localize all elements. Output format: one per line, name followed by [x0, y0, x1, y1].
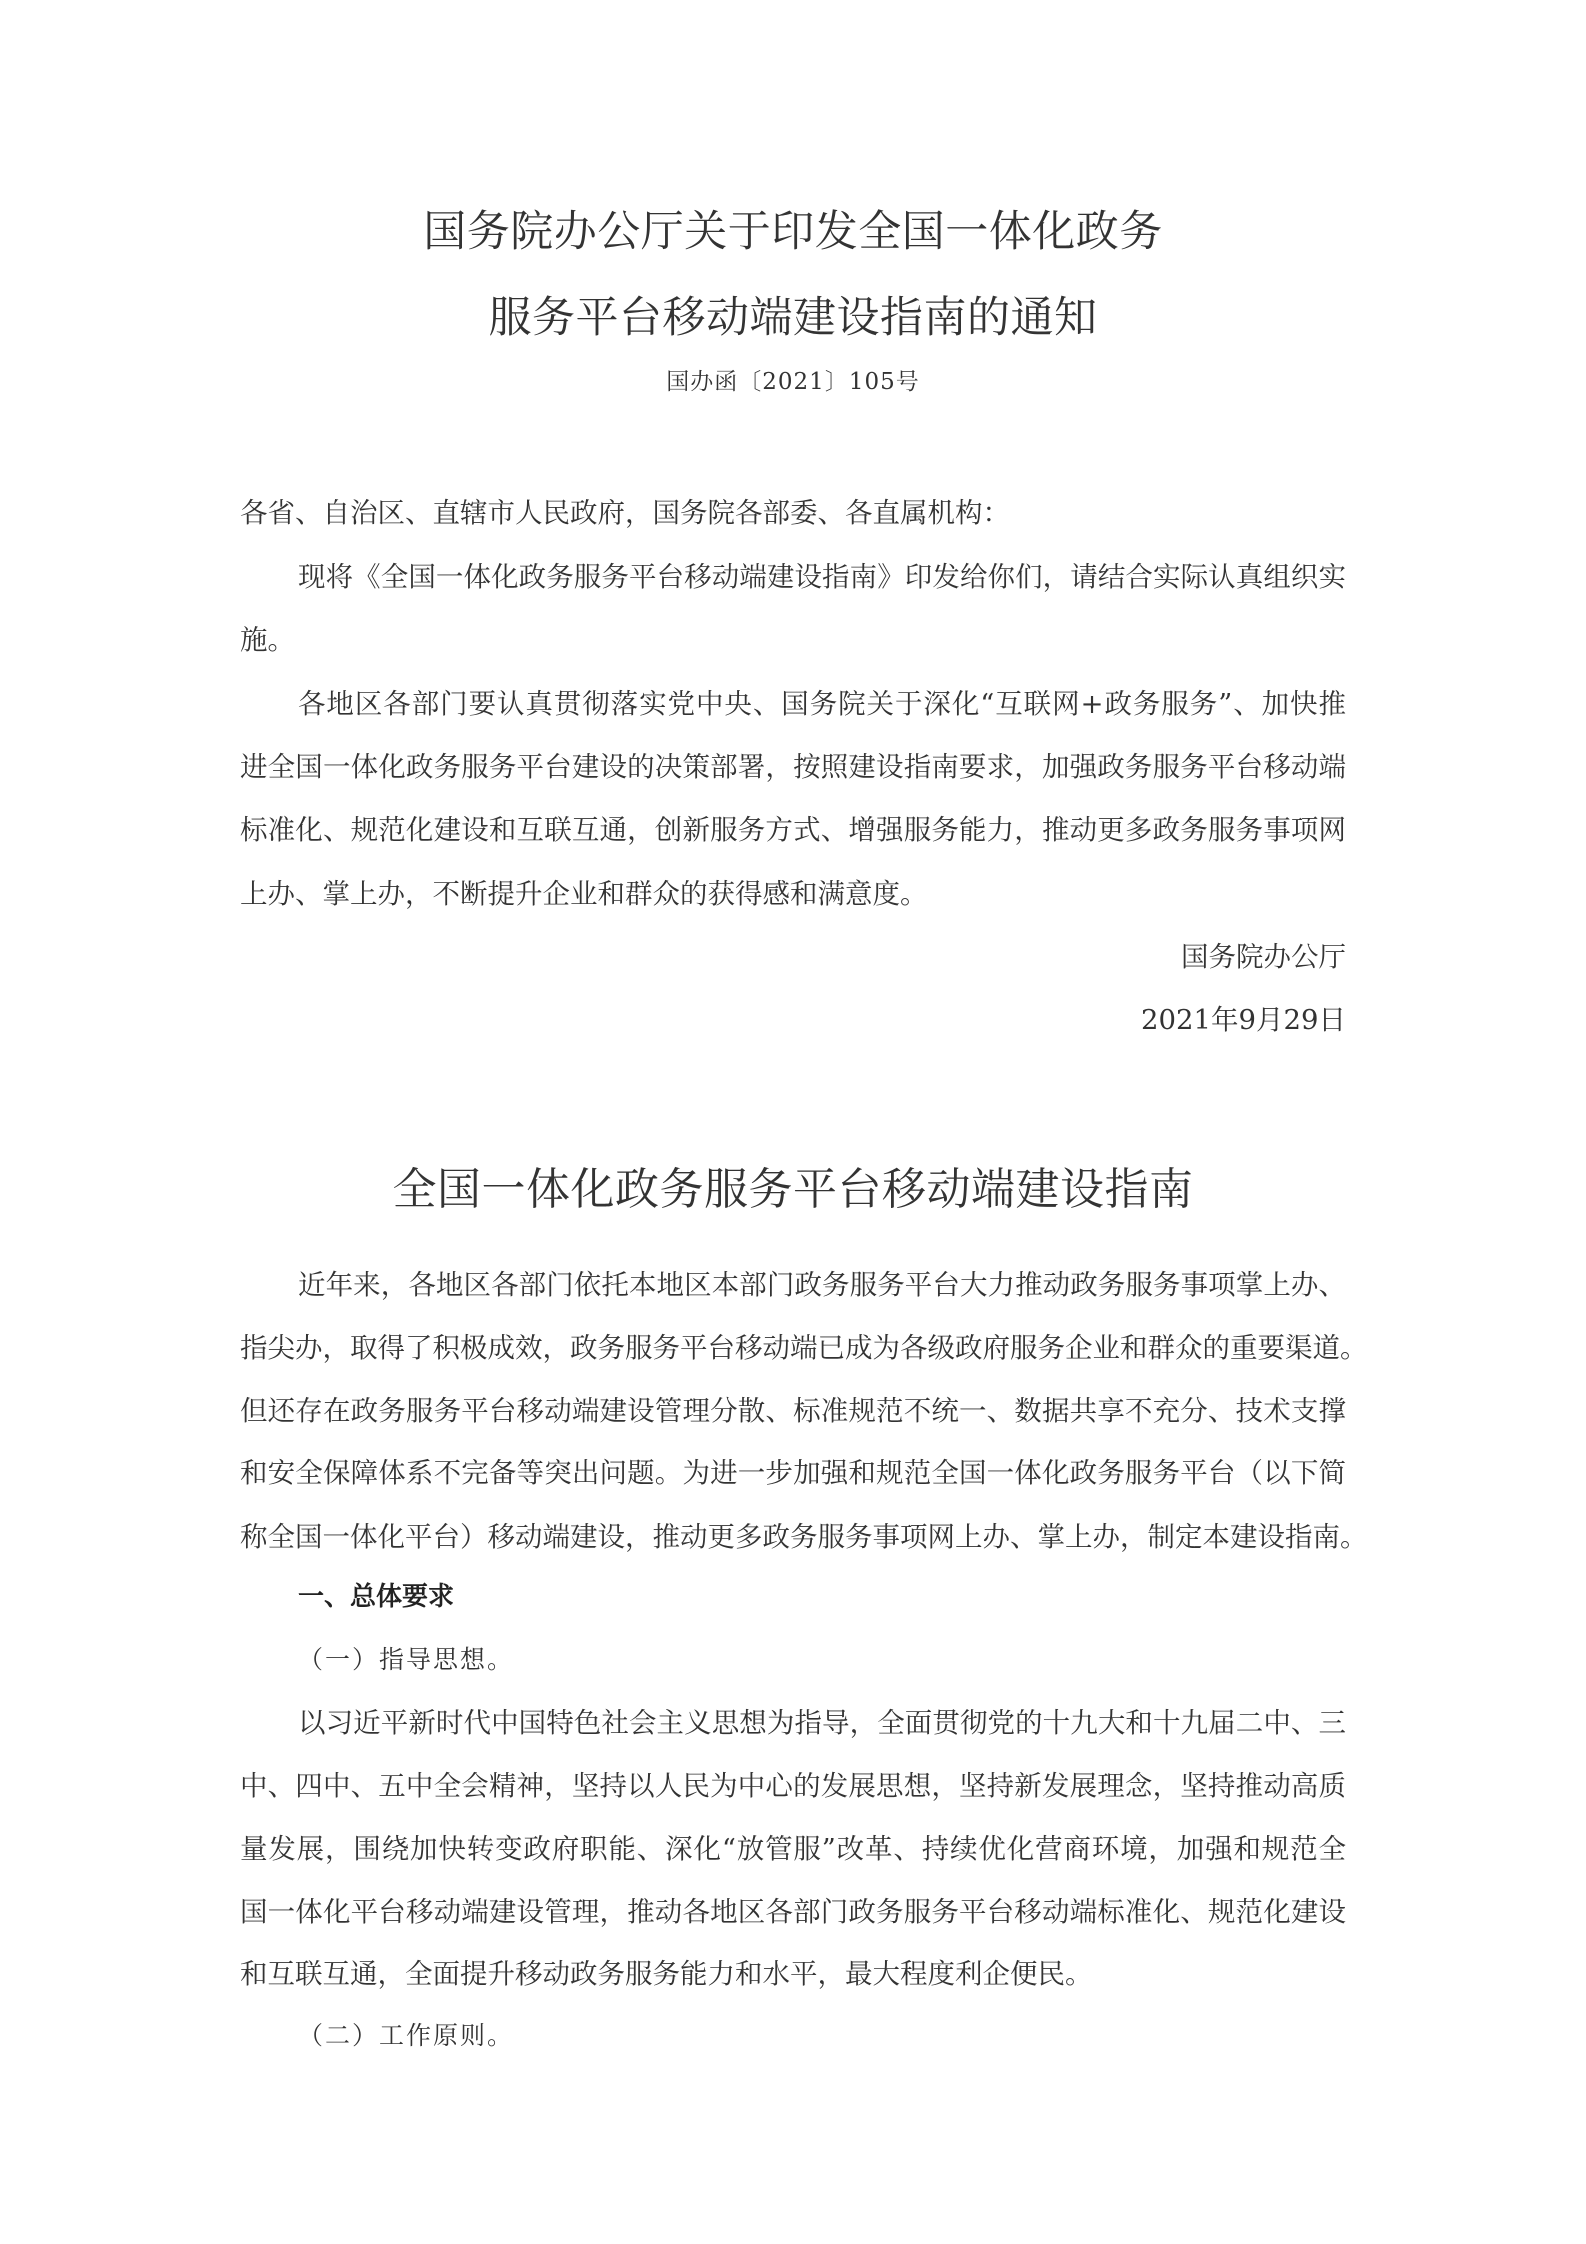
guide-title: 全国一体化政务服务平台移动端建设指南 [392, 1164, 1194, 1215]
paragraph-line: 量发展，围绕加快转变政府职能、深化“放管服”改革、持续优化营商环境，加强和规范全 [240, 1833, 1346, 1865]
date: 2021年9月29日 [1141, 1004, 1346, 1036]
paragraph-line: 近年来，各地区各部门依托本地区本部门政务服务平台大力推动政务服务事项掌上办、 [298, 1269, 1346, 1301]
paragraph-line: 和互联互通，全面提升移动政务服务能力和水平，最大程度利企便民。 [240, 1958, 1093, 1990]
subsection-heading: （二）工作原则。 [298, 2021, 515, 2050]
paragraph-line: 现将《全国一体化政务服务平台移动端建设指南》印发给你们，请结合实际认真组织实 [298, 561, 1346, 593]
paragraph-line: 中、四中、五中全会精神，坚持以人民为中心的发展思想，坚持新发展理念，坚持推动高质 [240, 1770, 1346, 1802]
document-number: 国办函〔2021〕105号 [666, 369, 920, 395]
addressee: 各省、自治区、直辖市人民政府，国务院各部委、各直属机构： [240, 497, 1010, 529]
paragraph-line: 称全国一体化平台）移动端建设，推动更多政务服务事项网上办、掌上办，制定本建设指南。 [240, 1521, 1368, 1553]
notice-title-line-1: 国务院办公厅关于印发全国一体化政务 [423, 207, 1163, 257]
paragraph-line: 国一体化平台移动端建设管理，推动各地区各部门政务服务平台移动端标准化、规范化建设 [240, 1896, 1346, 1928]
paragraph-line: 但还存在政务服务平台移动端建设管理分散、标准规范不统一、数据共享不充分、技术支撑 [240, 1395, 1346, 1427]
paragraph-line: 上办、掌上办，不断提升企业和群众的获得感和满意度。 [240, 878, 928, 910]
paragraph-line: 施。 [240, 624, 295, 656]
signature: 国务院办公厅 [1181, 941, 1346, 973]
section-heading: 一、总体要求 [298, 1582, 455, 1612]
subsection-heading: （一）指导思想。 [298, 1645, 515, 1674]
paragraph-line: 各地区各部门要认真贯彻落实党中央、国务院关于深化“互联网+政务服务”、加快推 [298, 688, 1346, 720]
paragraph-line: 进全国一体化政务服务平台建设的决策部署，按照建设指南要求，加强政务服务平台移动端 [240, 751, 1346, 783]
notice-title-line-2: 服务平台移动端建设指南的通知 [488, 293, 1098, 343]
paragraph-line: 和安全保障体系不完备等突出问题。为进一步加强和规范全国一体化政务服务平台（以下简 [240, 1457, 1346, 1489]
paragraph-line: 标准化、规范化建设和互联互通，创新服务方式、增强服务能力，推动更多政务服务事项网 [240, 814, 1346, 846]
paragraph-line: 指尖办，取得了积极成效，政务服务平台移动端已成为各级政府服务企业和群众的重要渠道。 [240, 1332, 1368, 1364]
paragraph-line: 以习近平新时代中国特色社会主义思想为指导，全面贯彻党的十九大和十九届二中、三 [298, 1707, 1346, 1739]
